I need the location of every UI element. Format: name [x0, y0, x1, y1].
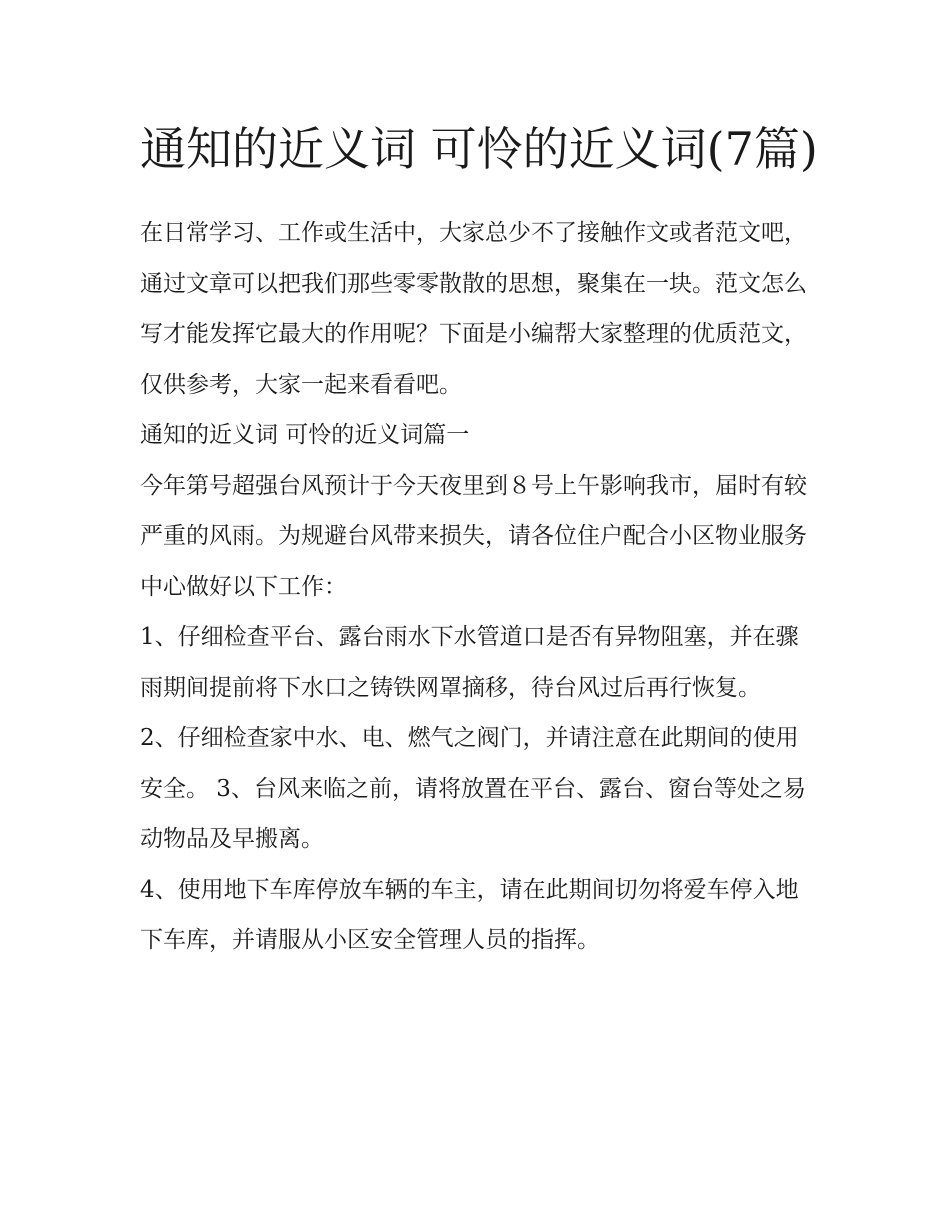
list-item-2-3: 2、仔细检查家中水、电、燃气之阀门，并请注意在此期间的使用安全。 3、台风来临之前，请将放置在平台、露台、窗台等处之易动物品及早搬离。	[140, 725, 806, 852]
document-page	[140, 112, 820, 966]
list-item-1: 1、仔细检查平台、露台雨水下水管道口是否有异物阻塞，并在骤雨期间提前将下水口之铸铁网罩摘移，待台风过后再行恢复。	[140, 624, 799, 701]
intro-paragraph: 在日常学习、工作或生活中，大家总少不了接触作文或者范文吧，通过文章可以把我们那些零零散散的思想，聚集在一块。范文怎么写才能发挥它最大的作用呢？下面是小编帮大家整理的优质范文，仅供参考，大家一起来看看吧。	[140, 220, 807, 398]
notice-paragraph: 今年第号超强台风预计于今天夜里到８号上午影响我市，届时有较严重的风雨。为规避台风带来损失，请各位住户配合小区物业服务中心做好以下工作：	[140, 472, 807, 600]
document-body	[140, 208, 820, 966]
section-heading: 通知的近义词 可怜的近义词篇一	[140, 422, 470, 448]
document-title: 通知的近义词 可怜的近义词(7篇)	[140, 122, 818, 176]
list-item-4: 4、使用地下车库停放车辆的车主，请在此期间切勿将爱车停入地下车库，并请服从小区安全管理人员的指挥。	[140, 876, 799, 953]
